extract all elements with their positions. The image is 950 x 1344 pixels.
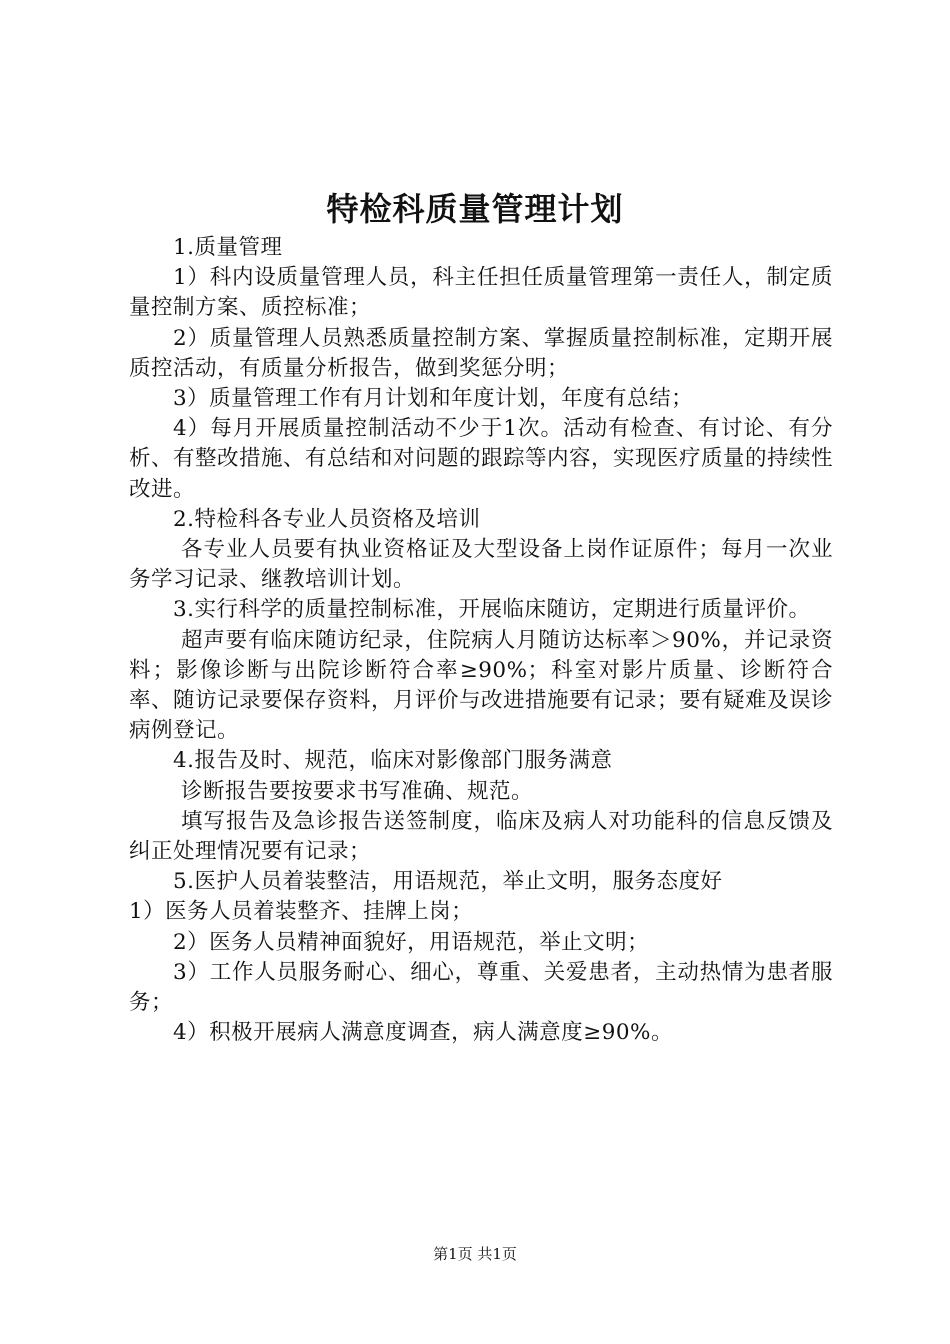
- paragraph: 1）科内设质量管理人员，科主任担任质量管理第一责任人，制定质量控制方案、质控标准；: [129, 265, 833, 321]
- document-body: [129, 233, 833, 1048]
- paragraph: 1）医务人员着装整齐、挂牌上岗；: [129, 899, 474, 925]
- paragraph: 填写报告及急诊报告送签制度，临床及病人对功能科的信息反馈及纠正处理情况要有记录；: [129, 808, 833, 865]
- paragraph: 诊断报告要按要求书写准确、规范。: [181, 778, 534, 804]
- section-heading: 5.医护人员着装整洁，用语规范，举止文明，服务态度好: [173, 869, 723, 895]
- paragraph: 3）质量管理工作有月计划和年度计划，年度有总结；: [173, 386, 694, 412]
- section-heading: 3.实行科学的质量控制标准，开展临床随访，定期进行质量评价。: [173, 597, 811, 623]
- section-heading: 1.质量管理: [173, 235, 283, 260]
- document-title: 特检科质量管理计划: [326, 190, 624, 228]
- paragraph: 4）积极开展病人满意度调查，病人满意度≥90%。: [173, 1020, 673, 1046]
- page-footer: 第1页 共1页: [433, 1245, 517, 1263]
- section-heading: 2.特检科各专业人员资格及培训: [173, 506, 481, 532]
- paragraph: 各专业人员要有执业资格证及大型设备上岗作证原件；每月一次业务学习记录、继教培训计划。: [129, 537, 833, 593]
- paragraph: 2）医务人员精神面貌好，用语规范，举止文明；: [173, 929, 650, 955]
- paragraph: 超声要有临床随访纪录，住院病人月随访达标率＞90%，并记录资料；影像诊断与出院诊断符合率≥90%；科室对影片质量、诊断符合率、随访记录要保存资料，月评价与改进措施要有记录；要有疑难及误诊病例登记。: [129, 627, 834, 744]
- paragraph: 3）工作人员服务耐心、细心，尊重、关爱患者，主动热情为患者服务；: [129, 959, 833, 1016]
- section-heading: 4.报告及时、规范，临床对影像部门服务满意: [173, 748, 613, 774]
- paragraph: 2）质量管理人员熟悉质量控制方案、掌握质量控制标准，定期开展质控活动，有质量分析报告，做到奖惩分明；: [129, 325, 833, 381]
- paragraph: 4）每月开展质量控制活动不少于1次。活动有检查、有讨论、有分析、有整改措施、有总结和对问题的跟踪等内容，实现医疗质量的持续性改进。: [129, 416, 834, 502]
